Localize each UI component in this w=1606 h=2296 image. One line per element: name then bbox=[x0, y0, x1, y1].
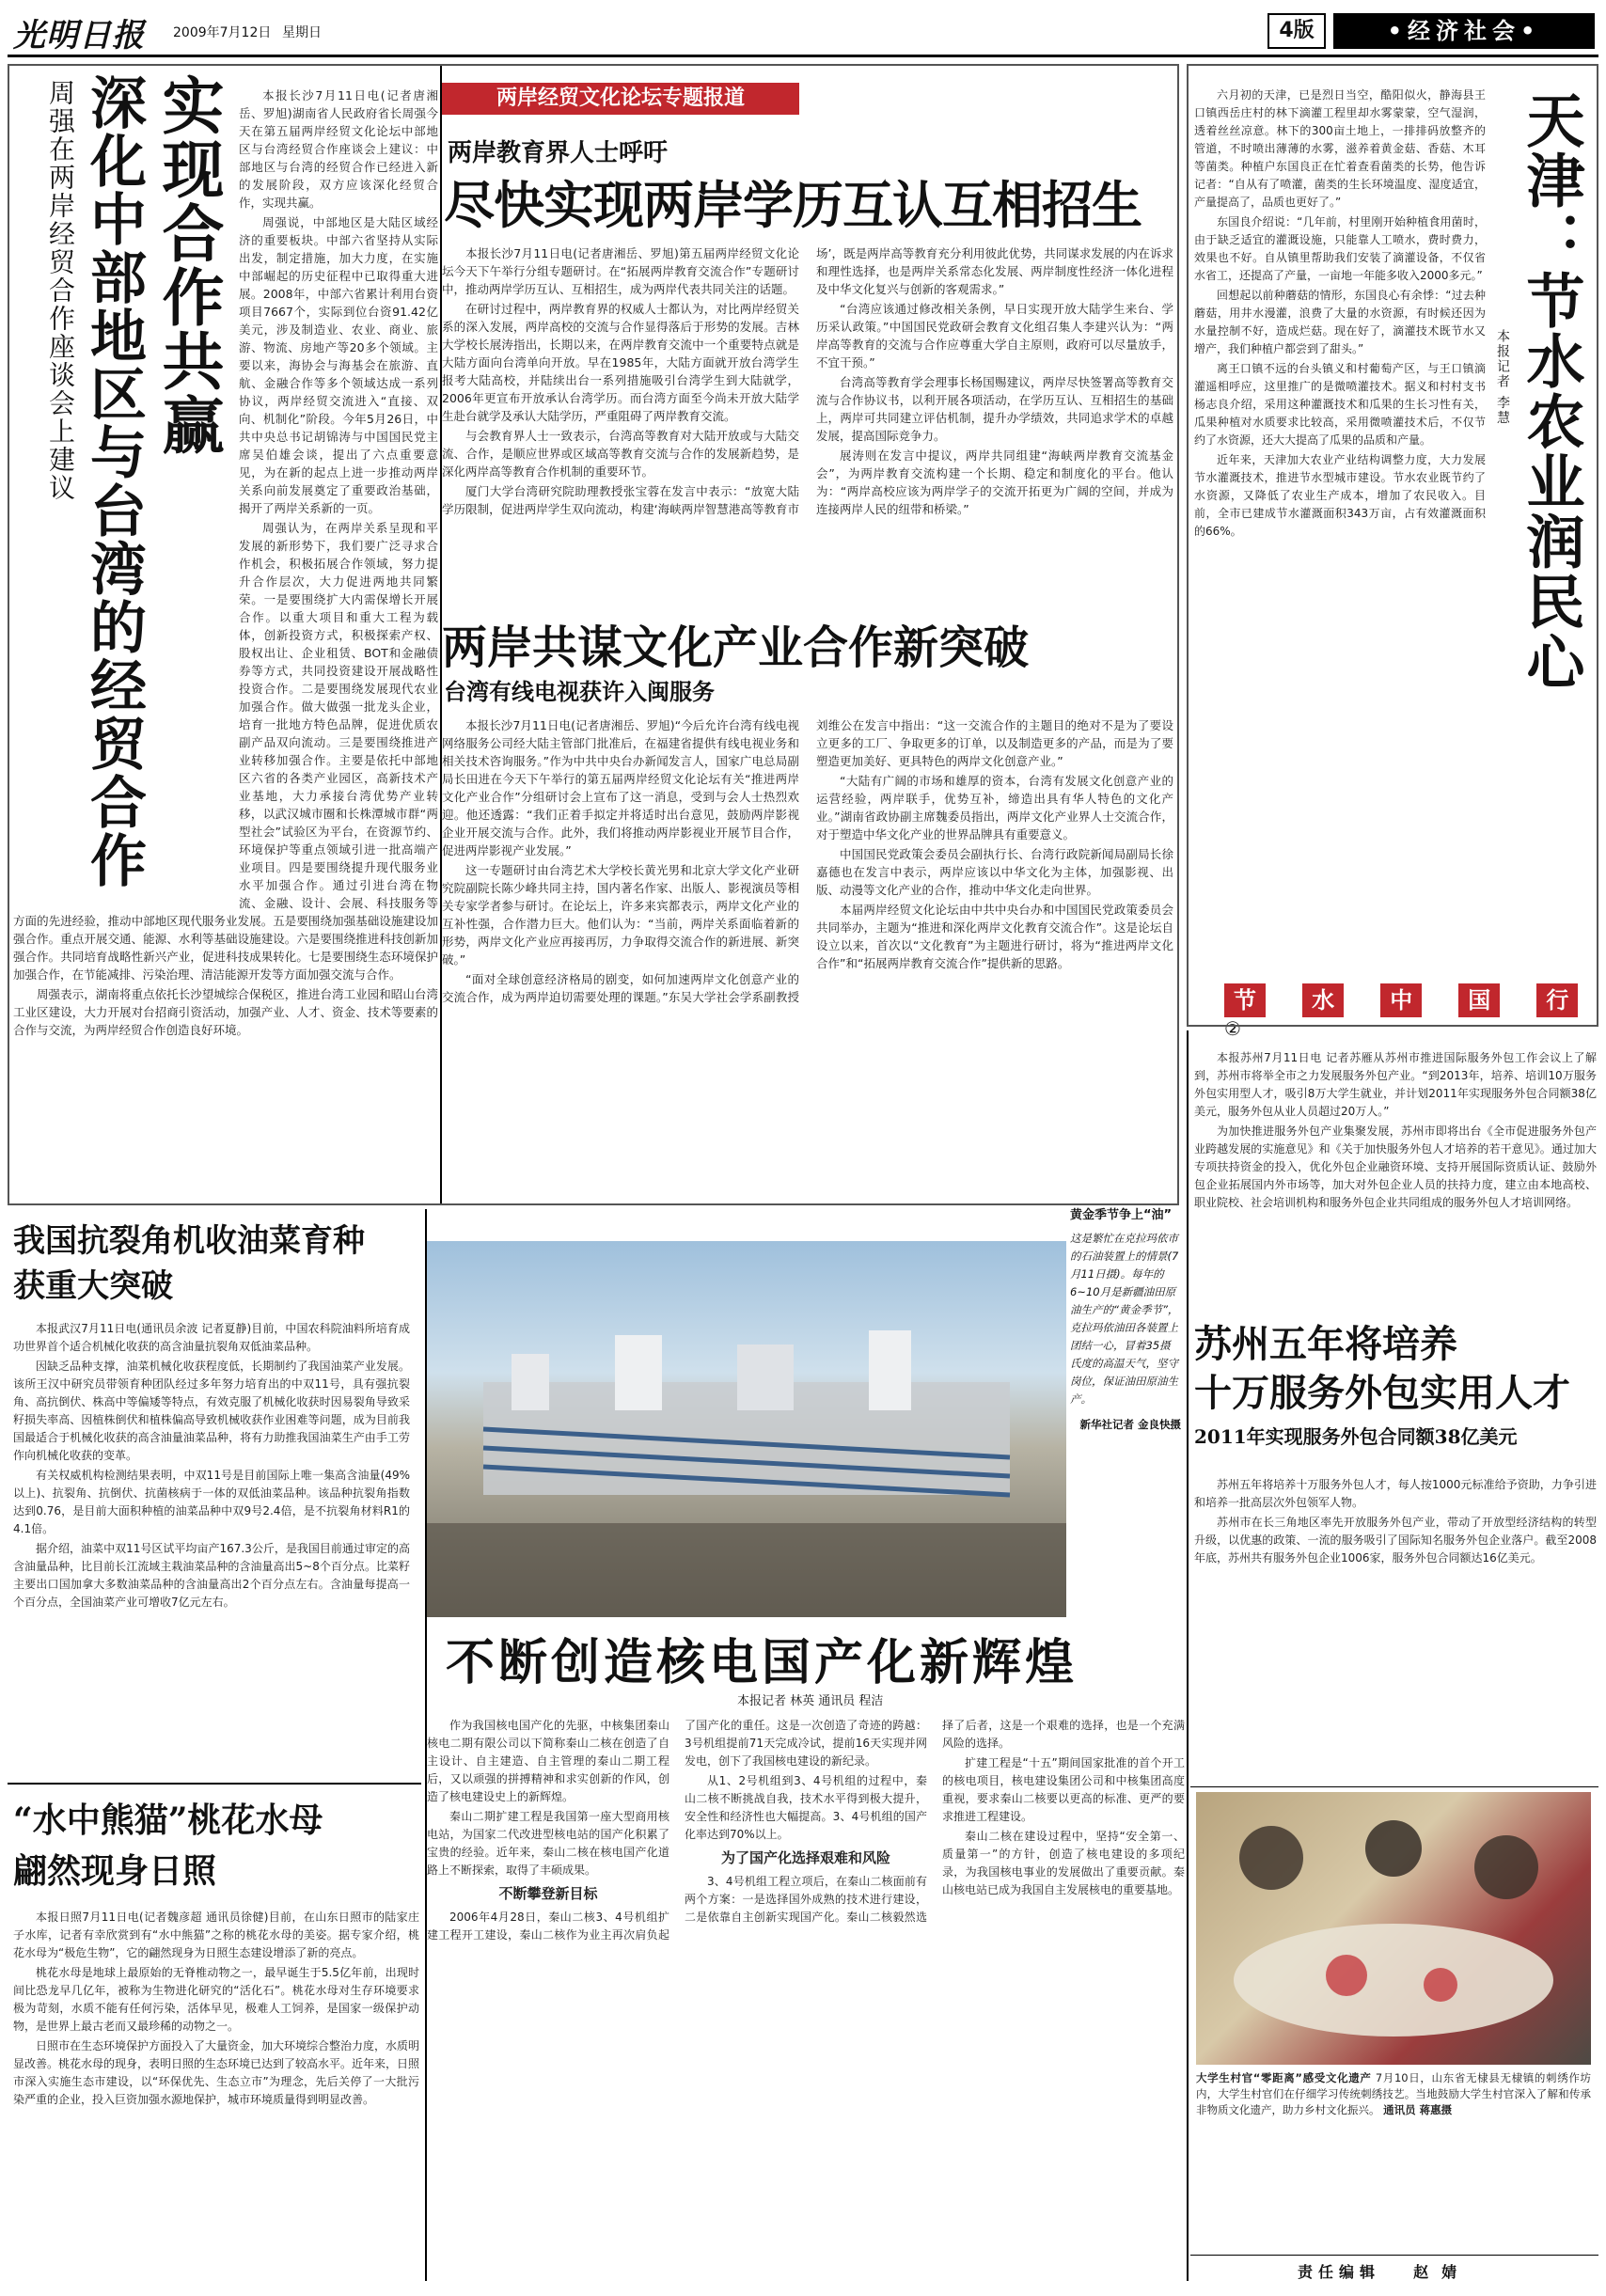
paragraph: 本届两岸经贸文化论坛由中共中央台办和中国国民党政策委员会共同举办，主题为“推进和深化两岸文化教育交流合作”。这是论坛自设立以来，首次以“文化教育”为主题进行研讨，将为“推进两岸文化合作”和“拓展两岸教育交流合作”提供新的思路。 bbox=[816, 903, 1173, 970]
paragraph: 展涛则在发言中提议，两岸共同组建“海峡两岸教育交流基金会”，为两岸教育交流构建一个长期、稳定和制度化的平台。他认为：“两岸高校应该为两岸学子的交流开拓更为广阔的空间，并成为连接两岸人民的纽带和桥梁。” bbox=[816, 448, 1173, 516]
headline-education: 尽快实现两岸学历互认互相招生 bbox=[444, 175, 1142, 235]
headline-jellyfish: “水中熊猫”桃花水母 bbox=[13, 1801, 323, 1840]
photo-embroidery-art bbox=[1196, 1792, 1591, 2065]
byline-tianjin: 本报记者 李慧 bbox=[1495, 329, 1510, 426]
series-tag-char: 国 bbox=[1458, 983, 1500, 1017]
newspaper-logo: 光明日报 bbox=[13, 17, 145, 55]
paragraph: 东国良介绍说：“几年前，村里刚开始种植食用菌时，由于缺乏适宜的灌溉设施，只能靠人工喷水，费时费力，效果也不好。自从镇里帮助我们安装了滴灌设备，不仅省水省工，还提高了产量，一亩地一年能多收入2000多元。” bbox=[1194, 215, 1486, 282]
photo-credit: 通讯员 蒋惠摄 bbox=[1383, 2103, 1453, 2116]
photo-embroidery bbox=[1196, 1792, 1591, 2065]
article-jellyfish bbox=[13, 1794, 427, 2283]
issue-weekday: 星期日 bbox=[282, 25, 322, 40]
paragraph: “台湾应该通过修改相关条例，早日实现开放大陆学生来台、学历采认政策。”中国国民党政研会教育文化组召集人李建兴认为：“两岸高等教育的交流与合作应尊重大学自主原则，政府可以尽量放手，不宜干预。” bbox=[816, 302, 1173, 370]
headline-tianjin: 天津：节水农业润民心 bbox=[1517, 90, 1585, 692]
paragraph: 周强认为，在两岸关系呈现和平发展的新形势下，我们要广泛寻求合作机会，积极拓展合作领域，努力提升合作层次，大力促进两地共同繁荣。一是要围绕扩大内需保增长开展合作。以重大项目和重大工程为载体，创新投资方式，积极探索产权、股权出让、企业租赁、BOT和金融债券等方式，共同投资建设开展战略性投资合作。二是要围绕发展现代农业加强合作。做大做强一批龙头企业，培育一批地方特色品牌，促进优质农副产品双向流动。三是要围绕推进产业转移加强合作。主要是依托中部地区六省的各类产业园区，高新技术产业基地，大力承接台湾优势产业转移，以武汉城市圈和长株潭城市群“两型社会”试验区为平台，在资源节约、环境保护等重点领域引进一批高端产业项目。四是要围绕提升现代服务业水平加强合作。通过引进台湾在物流、金融、设计、会展、科技服务等方面的先进经验，推动中部地区现代服务业发展。五是要围绕加强基础设施建设加强合作。重点开展交通、能源、水利等基础设施建设。六是要围绕推进科技创新加强合作。共同培育战略性新兴产业，促进科技成果转化。七是要围绕生态环境保护加强合作，在节能减排、污染治理、清洁能源开发等方面加强交流与合作。 bbox=[13, 521, 438, 982]
editor-name: 赵婧 bbox=[1413, 2263, 1471, 2281]
headline-suzhou: 苏州五年将培养 bbox=[1194, 1322, 1457, 1366]
footer-editor bbox=[1298, 2260, 1589, 2288]
series-tag-char: 行 bbox=[1536, 983, 1578, 1017]
kicker-zhouqiang: 周强在两岸经贸合作座谈会上建议 bbox=[45, 79, 76, 502]
paragraph: 本报长沙7月11日电(记者唐湘岳、罗旭)第五届两岸经贸文化论坛今天下午举行分组专题研讨。在“拓展两岸教育交流合作”专题研讨中，推动两岸学历互认、互相招生，成为两岸代表共同关注的话题。 bbox=[442, 246, 799, 296]
frame-tianjin bbox=[1187, 64, 1598, 1027]
paragraph: 作为我国核电国产化的先驱，中核集团秦山核电二期有限公司以下简称秦山二核在创造了自主设计、自主建造、自主管理的秦山二期工程后，又以顽强的拼搏精神和求实创新的作风，创造了核电建设史上的新辉煌。 bbox=[427, 1719, 669, 1803]
headline-suzhou-2: 十万服务外包实用人才 bbox=[1194, 1371, 1570, 1415]
paragraph: 本报长沙7月11日电(记者唐湘岳、罗旭)“今后允许台湾有线电视网络服务公司经大陆主管部门批准后，在福建省提供有线电视业务和相关技术咨询服务。”作为中共中央台办新闻发言人，国家广电总局副局长田进在今天下午举行的第五届两岸经贸文化论坛有关“推进两岸文化产业合作”分组研讨会上宣布了这一消息，受到与会人士热烈欢迎。他还透露：“我们正着手拟定并将适时出台意见，鼓励两岸影视企业开展交流与合作。此外，我们将推动两岸影视业开展节目合作，促进两岸影视产业发展。” bbox=[442, 718, 799, 857]
paragraph: 六月初的天津，已是烈日当空，酷阳似火，静海县王口镇西岳庄村的林下滴灌工程里却水雾蒙蒙，空气湿润，透着丝丝凉意。林下的300亩土地上，一排排码放整齐的管道，不时喷出薄薄的水雾，滋养着黄金菇、香菇、木耳等菌类。种植户东国良正在忙着查看菌类的长势，他告诉记者：“自从有了喷灌，菌类的生长环境温度、湿度适宜，产量提高了，品质也更好了。” bbox=[1194, 88, 1486, 209]
paragraph: 近年来，天津加大农业产业结构调整力度，大力发展节水灌溉技术，推进节水型城市建设。节水农业既节约了水资源，又降低了农业生产成本，增加了农民收入。目前，全市已建成节水灌溉面积343万亩，占有效灌溉面积的66%。 bbox=[1194, 453, 1486, 538]
caption-text: 这是繁忙在克拉玛依市的石油装置上的情景(7月11日摄)。每年的6~10月是新疆油田原油生产的“黄金季节”，克拉玛依油田各装置上团结一心，冒着35摄氏度的高温天气，坚守岗位，保证油田原油生产。 bbox=[1070, 1232, 1179, 1406]
paragraph: 与会教育界人士一致表示，台湾高等教育对大陆开放或与大陆交流、合作，是顺应世界或区域高等教育交流与合作的发展新趋势，是深化两岸高等教育合作机制的重要环节。 bbox=[442, 429, 799, 479]
paragraph: 周强说，中部地区是大陆区域经济的重要板块。中部六省坚持从实际出发，制定措施，加大力度，在实施中部崛起的历史征程中已取得重大进展。2008年，中部六省累计利用台资项目7667个，实际到位台资91.42亿美元，涉及制造业、农业、商业、旅游、物流、房地产等20多个领域。主要以来，海协会与海基会在旅游、直航、金融合作等多个领域达成一系列协议，两岸经贸交流进入“直接、双向、机制化”阶段。今年5月26日，中共中央总书记胡锦涛与中国国民党主席吴伯雄会谈，提出了六点重要意见，为在新的起点上进一步推动两岸关系向前发展奠定了重要政治基础，揭开了两岸关系新的一页。 bbox=[239, 215, 438, 515]
headline-rapeseed-2: 获重大突破 bbox=[13, 1267, 173, 1305]
caption-title: 黄金季节争上“油” bbox=[1070, 1208, 1173, 1222]
paragraph: 厦门大学台湾研究院助理教授张宝蓉在发言中表示：“放宽大陆学历限制，促进两岸学生双向流动，构建‘海峡两岸智慧港高等教育市场’，既是两岸高等教育充分利用彼此优势，共同谋求发展的内在诉求和理性选择，也是两岸关系常态化发展、两岸制度性经济一体化进程及中华文化复兴与创新的客观需求。” bbox=[442, 246, 1173, 516]
photo-credit: 新华社记者 金良快摄 bbox=[1079, 1418, 1181, 1431]
photo-oilfield-caption bbox=[1070, 1207, 1181, 1621]
photo-oilfield bbox=[427, 1241, 1066, 1617]
paragraph: 据介绍，油菜中双11号区试平均亩产167.3公斤，是我国目前通过审定的高含油量品种，比目前长江流域主栽油菜品种的含油量高出5~8个百分点。比菜籽主要出口国加拿大多数油菜品种的含油量高出2个百分点左右。含油量每提高一个百分点，全国油菜产业可增收7亿元左右。 bbox=[13, 1542, 410, 1609]
paragraph: 周强表示，湖南将重点依托长沙望城综合保税区，推进台湾工业园和昭山台湾工业区建设，大力开展对台招商引资活动，加强产业、人才、资金、技术等要素的合作与交流，为两岸经贸合作创造良好环境。 bbox=[13, 987, 438, 1037]
paragraph: 本报武汉7月11日电(通讯员余波 记者夏静)目前，中国农科院油料所培育成功世界首个适合机械化收获的高含油量抗裂角双低油菜品种。 bbox=[13, 1322, 410, 1353]
subheadline-suzhou: 2011年实现服务外包合同额38亿美元 bbox=[1194, 1425, 1518, 1448]
divider bbox=[1187, 1030, 1189, 2281]
paragraph: 回想起以前种蘑菇的情形，东国良心有余悸：“过去种蘑菇，用井水漫灌，浪费了大量的水资源，有时候还因为水量控制不好，造成烂菇。现在好了，滴灌技术既节水又增产，我们种植户都尝到了甜头。” bbox=[1194, 289, 1486, 355]
paragraph: 秦山二期扩建工程是我国第一座大型商用核电站，为国家二代改进型核电站的国产化积累了宝贵的经验。近年来，秦山二核在核电国产化道路上不断探索，取得了丰硕成果。 bbox=[427, 1810, 669, 1877]
paragraph: 这一专题研讨由台湾艺术大学校长黄光男和北京大学文化产业研究院副院长陈少峰共同主持，国内著名作家、出版人、影视演员等相关专家学者参与研讨。在论坛上，许多来宾都表示，两岸文化产业的互补性强，合作潜力巨大。他们认为：“当前，两岸关系面临着新的形势，两岸文化产业应再接再厉，力争取得交流合作的新进展、新突破。” bbox=[442, 863, 799, 967]
divider bbox=[425, 1209, 427, 2281]
subheadline-education: 两岸教育界人士呼吁 bbox=[448, 139, 669, 167]
page-number: 4版 bbox=[1267, 13, 1326, 49]
article-suzhou-body-bottom bbox=[1194, 1476, 1597, 1786]
caption-text: 7月10日，山东省无棣县无棣镇的刺绣作坊内，大学生村官们在仔细学习传统刺绣技艺。当地鼓励大学生村官深入了解和传承非物质文化遗产，助力乡村文化振兴。 bbox=[1196, 2071, 1591, 2116]
series-tag-char: 节 bbox=[1224, 983, 1266, 1017]
subheading: 为了国产化选择艰难和风险 bbox=[720, 1849, 890, 1866]
subheadline-culture: 台湾有线电视获许入闽服务 bbox=[444, 679, 715, 705]
series-tag-char: 中 bbox=[1380, 983, 1422, 1017]
paragraph: 本报日照7月11日电(记者魏彦超 通讯员徐健)目前，在山东日照市的陆家庄子水库，记者有幸欣赏到有“水中熊猫”之称的桃花水母的美姿。据专家介绍，桃花水母为“极危生物”，它的翩然现身为日照生态建设增添了新的亮点。 bbox=[13, 1911, 419, 1959]
series-tag-char: 水 bbox=[1302, 983, 1344, 1017]
paragraph: 扩建工程是“十五”期间国家批准的首个开工的核电项目，核电建设集团公司和中核集团高度重视，要求秦山二核要以更高的标准、更严的要求推进工程建设。 bbox=[942, 1756, 1185, 1823]
byline-nuclear: 本报记者 林英 通讯员 程洁 bbox=[737, 1694, 884, 1708]
photo-oilfield-art bbox=[427, 1241, 1066, 1617]
article-nuclear-body bbox=[427, 1717, 1185, 2281]
divider bbox=[1190, 1786, 1598, 1787]
article-suzhou-body-top bbox=[1194, 1049, 1597, 1307]
photo-embroidery-caption bbox=[1196, 2070, 1591, 2164]
caption-title: 大学生村官“零距离”感受文化遗产 bbox=[1196, 2071, 1372, 2084]
article-rapeseed bbox=[13, 1215, 417, 1760]
headline-culture: 两岸共谋文化产业合作新突破 bbox=[442, 621, 1030, 674]
issue-date: 2009年7月12日 bbox=[173, 25, 272, 40]
paragraph: 台湾高等教育学会理事长杨国赐建议，两岸尽快签署高等教育交流与合作协议书，以利开展各项活动，在学历互认、互相招生的基础上，两岸可共同建立评估机制，提升办学绩效，共同追求学术的卓越发展，提高国际竞争力。 bbox=[816, 375, 1173, 443]
paragraph: 本报苏州7月11日电 记者苏雁从苏州市推进国际服务外包工作会议上了解到，苏州市将举全市之力发展服务外包产业。“到2013年，培养、培训10万服务外包实用型人才，吸引8万大学生就业，并计划2011年实现服务外包合同额38亿美元，服务外包从业人员超过20万人。” bbox=[1194, 1051, 1597, 1118]
paragraph: 从1、2号机组到3、4号机组的过程中，秦山二核不断挑战自我，技术水平得到极大提升，安全性和经济性也大幅提高。3、4号机组的国产化率达到70%以上。 bbox=[685, 1774, 927, 1841]
paragraph: 因缺乏品种支撑，油菜机械化收获程度低，长期制约了我国油菜产业发展。该所王汉中研究员带领育种团队经过多年努力培育出的中双11号，具有强抗裂角、高抗倒伏、株高中等偏矮等特点，有效克服了机械化收获时因易裂角导致采籽损失率高、因植株倒伏和植株偏高导致机械收获作业困难等问题，成为目前我国最适合于机械化收获的高含油量油菜品种，将有力助推我国油菜生产由手工劳作向机械化收获的变革。 bbox=[13, 1360, 410, 1462]
paragraph: 本报长沙7月11日电(记者唐湘岳、罗旭)湖南省人民政府省长周强今天在第五届两岸经贸文化论坛中部地区与台湾经贸合作座谈会上建议：中部地区与台湾的经贸合作已经进入新的发展阶段，双方应该深化经贸合作，实现共赢。 bbox=[239, 88, 438, 210]
headline-rapeseed: 我国抗裂角机收油菜育种 bbox=[13, 1222, 365, 1260]
editor-label: 责任编辑 bbox=[1298, 2263, 1381, 2281]
series-number: ② bbox=[1224, 1017, 1241, 1040]
paragraph: 中国国民党政策会委员会副执行长、台湾行政院新闻局副局长徐嘉德也在发言中表示，两岸应该以中华文化为主体，加强影视、出版、动漫等文化产业的合作，推动中华文化走向世界。 bbox=[816, 847, 1173, 897]
headline-central-taiwan: 深化中部地区与台湾的经贸合作 bbox=[81, 73, 147, 889]
paragraph: 日照市在生态环境保护方面投入了大量资金，加大环境综合整治力度，水质明显改善。桃花水母的现身，表明日照的生态环境已达到了较高水平。近年来，日照市深入实施生态市建设，以“环保优先、生态立市”为理念，先后关停了一大批污染严重的企业，投入巨资加强水源地保护，城市环境质量得到明显改善。 bbox=[13, 2039, 420, 2106]
paragraph: “面对全球创意经济格局的剧变，如何加速两岸文化创意产业的交流合作，成为两岸迫切需要处理的课题。”东吴大学社会学系副教授刘维公在发言中指出：“这一交流合作的主题目的绝对不是为了要设立更多的工厂、争取更多的订单，以及制造更多的产品，而是为了要塑造更加美好、更具特色的两岸文化创意产业。” bbox=[442, 718, 1173, 1004]
topic-tag: 两岸经贸文化论坛专题报道 bbox=[442, 83, 799, 115]
paragraph: 秦山二核在建设过程中，坚持“安全第一、质量第一”的方针，创造了核电建设的多项纪录，为我国核电事业的发展做出了重要贡献。秦山核电站已成为我国自主发展核电的重要基地。 bbox=[942, 1830, 1185, 1896]
subheading: 不断攀登新目标 bbox=[498, 1885, 598, 1902]
article-nuclear bbox=[427, 1623, 1185, 2283]
divider bbox=[8, 1783, 421, 1785]
suzhou-headline-block bbox=[1194, 1314, 1598, 1484]
article-rapeseed-body bbox=[13, 1320, 410, 1753]
headline-cooperation: 实现合作共赢 bbox=[151, 73, 225, 457]
article-jellyfish-body bbox=[13, 1909, 419, 2281]
paragraph: 2006年4月28日，秦山二核3、4号机组扩建工程开工建设，秦山二核作为业主再次肩负起了国产化的重任。这是一次创造了奇迹的跨越：3号机组提前71天完成冷试，提前16天实现并网发电，创下了我国核电建设的新纪录。 bbox=[427, 1719, 927, 1942]
paragraph: 离王口镇不远的台头镇义和村葡萄产区，与王口镇滴灌遥相呼应，这里推广的是微喷灌技术。据义和村村支书杨志良介绍，采用这种灌溉技术和瓜果的生长习性有关，瓜果种植对水质要求比较高，采用微喷灌技术后，不仅节约了水资源，还大大提高了瓜果的品质和产量。 bbox=[1194, 362, 1486, 447]
frame-forum bbox=[8, 64, 1179, 1205]
divider bbox=[1190, 2255, 1598, 2256]
headline-nuclear: 不断创造核电国产化新辉煌 bbox=[446, 1634, 1079, 1691]
paragraph: 在研讨过程中，两岸教育界的权威人士都认为，对比两岸经贸关系的深入发展，两岸高校的交流与合作显得落后于形势的发展。吉林大学校长展涛指出，长期以来，在两岸教育交流中一个重要特点就是大陆方面向台湾单向开放。早在1985年，大陆方面就开放台湾学生报考大陆高校，并陆续出台一系列措施吸引台湾学生到大陆就学，2006年更宣布开放承认台湾学历。而台湾方面至今尚未开放大陆学生赴台就学及承认大陆学历，严重阻碍了两岸教育交流。 bbox=[442, 302, 799, 423]
headline-jellyfish-2: 翩然现身日照 bbox=[13, 1851, 217, 1891]
masthead bbox=[8, 6, 1598, 53]
section-name: •经济社会• bbox=[1333, 13, 1595, 49]
paragraph: 为加快推进服务外包产业集聚发展，苏州市即将出台《全市促进服务外包产业跨越发展的实施意见》和《关于加快服务外包人才培养的若干意见》。通过加大专项扶持资金的投入，优化外包企业融资环境、支持开展国际资质认证、鼓励外包企业拓展国内外市场等，加大对外包企业人员的扶持力度，建立由本地高校、职业院校、社会培训机构和服务外包企业共同组成的服务外包人才培训网络。 bbox=[1194, 1124, 1597, 1209]
paragraph: 有关权威机构检测结果表明，中双11号是目前国际上唯一集高含油量(49%以上)、抗裂角、抗倒伏、抗菌核病于一体的双低油菜品种。该品种抗裂角指数达到0.76，是目前大面积种植的油菜品种中双9号2.4倍，是不抗裂角材料R1的4.1倍。 bbox=[13, 1469, 410, 1535]
paragraph: 苏州市在长三角地区率先开放服务外包产业，带动了开放型经济结构的转型升级，以优惠的政策、一流的服务吸引了国际知名服务外包企业落户。截至2008年底，苏州共有服务外包企业1006家，服务外包合同额达16亿美元。 bbox=[1194, 1516, 1597, 1565]
paragraph: “大陆有广阔的市场和雄厚的资本，台湾有发展文化创意产业的运营经验，两岸联手，优势互补，缔造出具有华人特色的文化产业。”湖南省政协副主席魏委员指出，两岸文化产业界人士交流合作，对于塑造中华文化产业的世界品牌具有重要意义。 bbox=[816, 774, 1173, 841]
paragraph: 桃花水母是地球上最原始的无脊椎动物之一，最早诞生于5.5亿年前，出现时间比恐龙早几亿年，被称为生物进化研究的“活化石”。桃花水母对生存环境要求极为苛刻，水质不能有任何污染，活体早见，极难人工饲养，是国家一级保护动物，是世界上最古老而又最珍稀的动物之一。 bbox=[13, 1966, 419, 2033]
paragraph: 3、4号机组工程立项后，在秦山二核面前有两个方案：一是选择国外成熟的技术进行建设，二是依靠自主创新实现国产化。秦山二核毅然选择了后者，这是一个艰难的选择，也是一个充满风险的选择。 bbox=[685, 1719, 1185, 1924]
paragraph: 苏州五年将培养十万服务外包人才，每人按1000元标准给予资助，力争引进和培养一批高层次外包领军人物。 bbox=[1194, 1478, 1597, 1509]
masthead-rule bbox=[8, 55, 1598, 57]
